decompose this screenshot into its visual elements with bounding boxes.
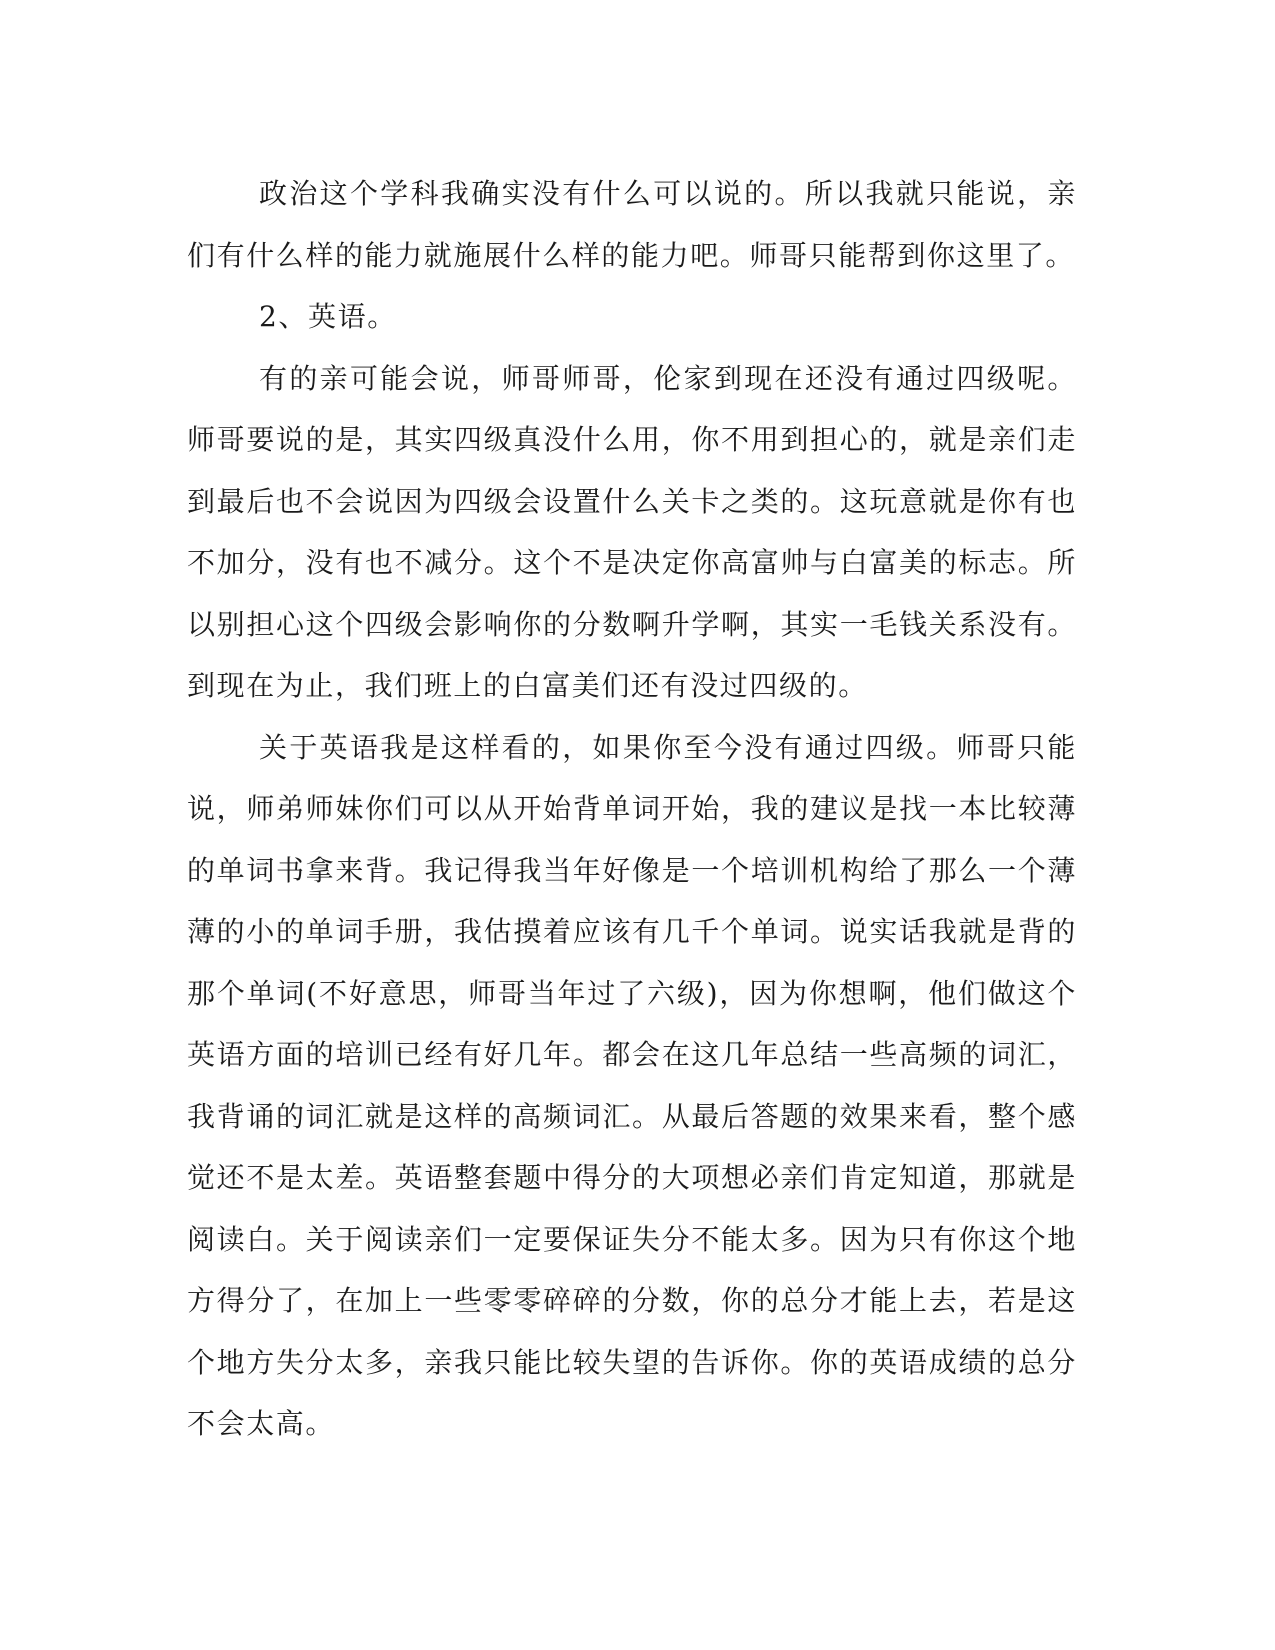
paragraph-politics: 政治这个学科我确实没有什么可以说的。所以我就只能说，亲们有什么样的能力就施展什么样的能力吧。师哥只能帮到你这里了。 xyxy=(187,177,1077,272)
document-body xyxy=(187,163,1077,1455)
paragraph-english-advice: 关于英语我是这样看的，如果你至今没有通过四级。师哥只能说，师弟师妹你们可以从开始背单词开始，我的建议是找一本比较薄的单词书拿来背。我记得我当年好像是一个培训机构给了那么一个薄薄的小的单词手册，我估摸着应该有几千个单词。说实话我就是背的那个单词(不好意思，师哥当年过了六级)，因为你想啊，他们做这个英语方面的培训已经有好几年。都会在这几年总结一些高频的词汇，我背诵的词汇就是这样的高频词汇。从最后答题的效果来看，整个感觉还不是太差。英语整套题中得分的大项想必亲们肯定知道，那就是阅读白。关于阅读亲们一定要保证失分不能太多。因为只有你这个地方得分了，在加上一些零零碎碎的分数，你的总分才能上去，若是这个地方失分太多，亲我只能比较失望的告诉你。你的英语成绩的总分不会太高。 xyxy=(187,730,1077,1440)
section-heading-english: 2、英语。 xyxy=(259,300,397,333)
paragraph-cet4: 有的亲可能会说，师哥师哥，伦家到现在还没有通过四级呢。师哥要说的是，其实四级真没什么用，你不用到担心的，就是亲们走到最后也不会说因为四级会设置什么关卡之类的。这玩意就是你有也不加分，没有也不减分。这个不是决定你高富帅与白富美的标志。所以别担心这个四级会影响你的分数啊升学啊，其实一毛钱关系没有。到现在为止，我们班上的白富美们还有没过四级的。 xyxy=(187,361,1077,702)
